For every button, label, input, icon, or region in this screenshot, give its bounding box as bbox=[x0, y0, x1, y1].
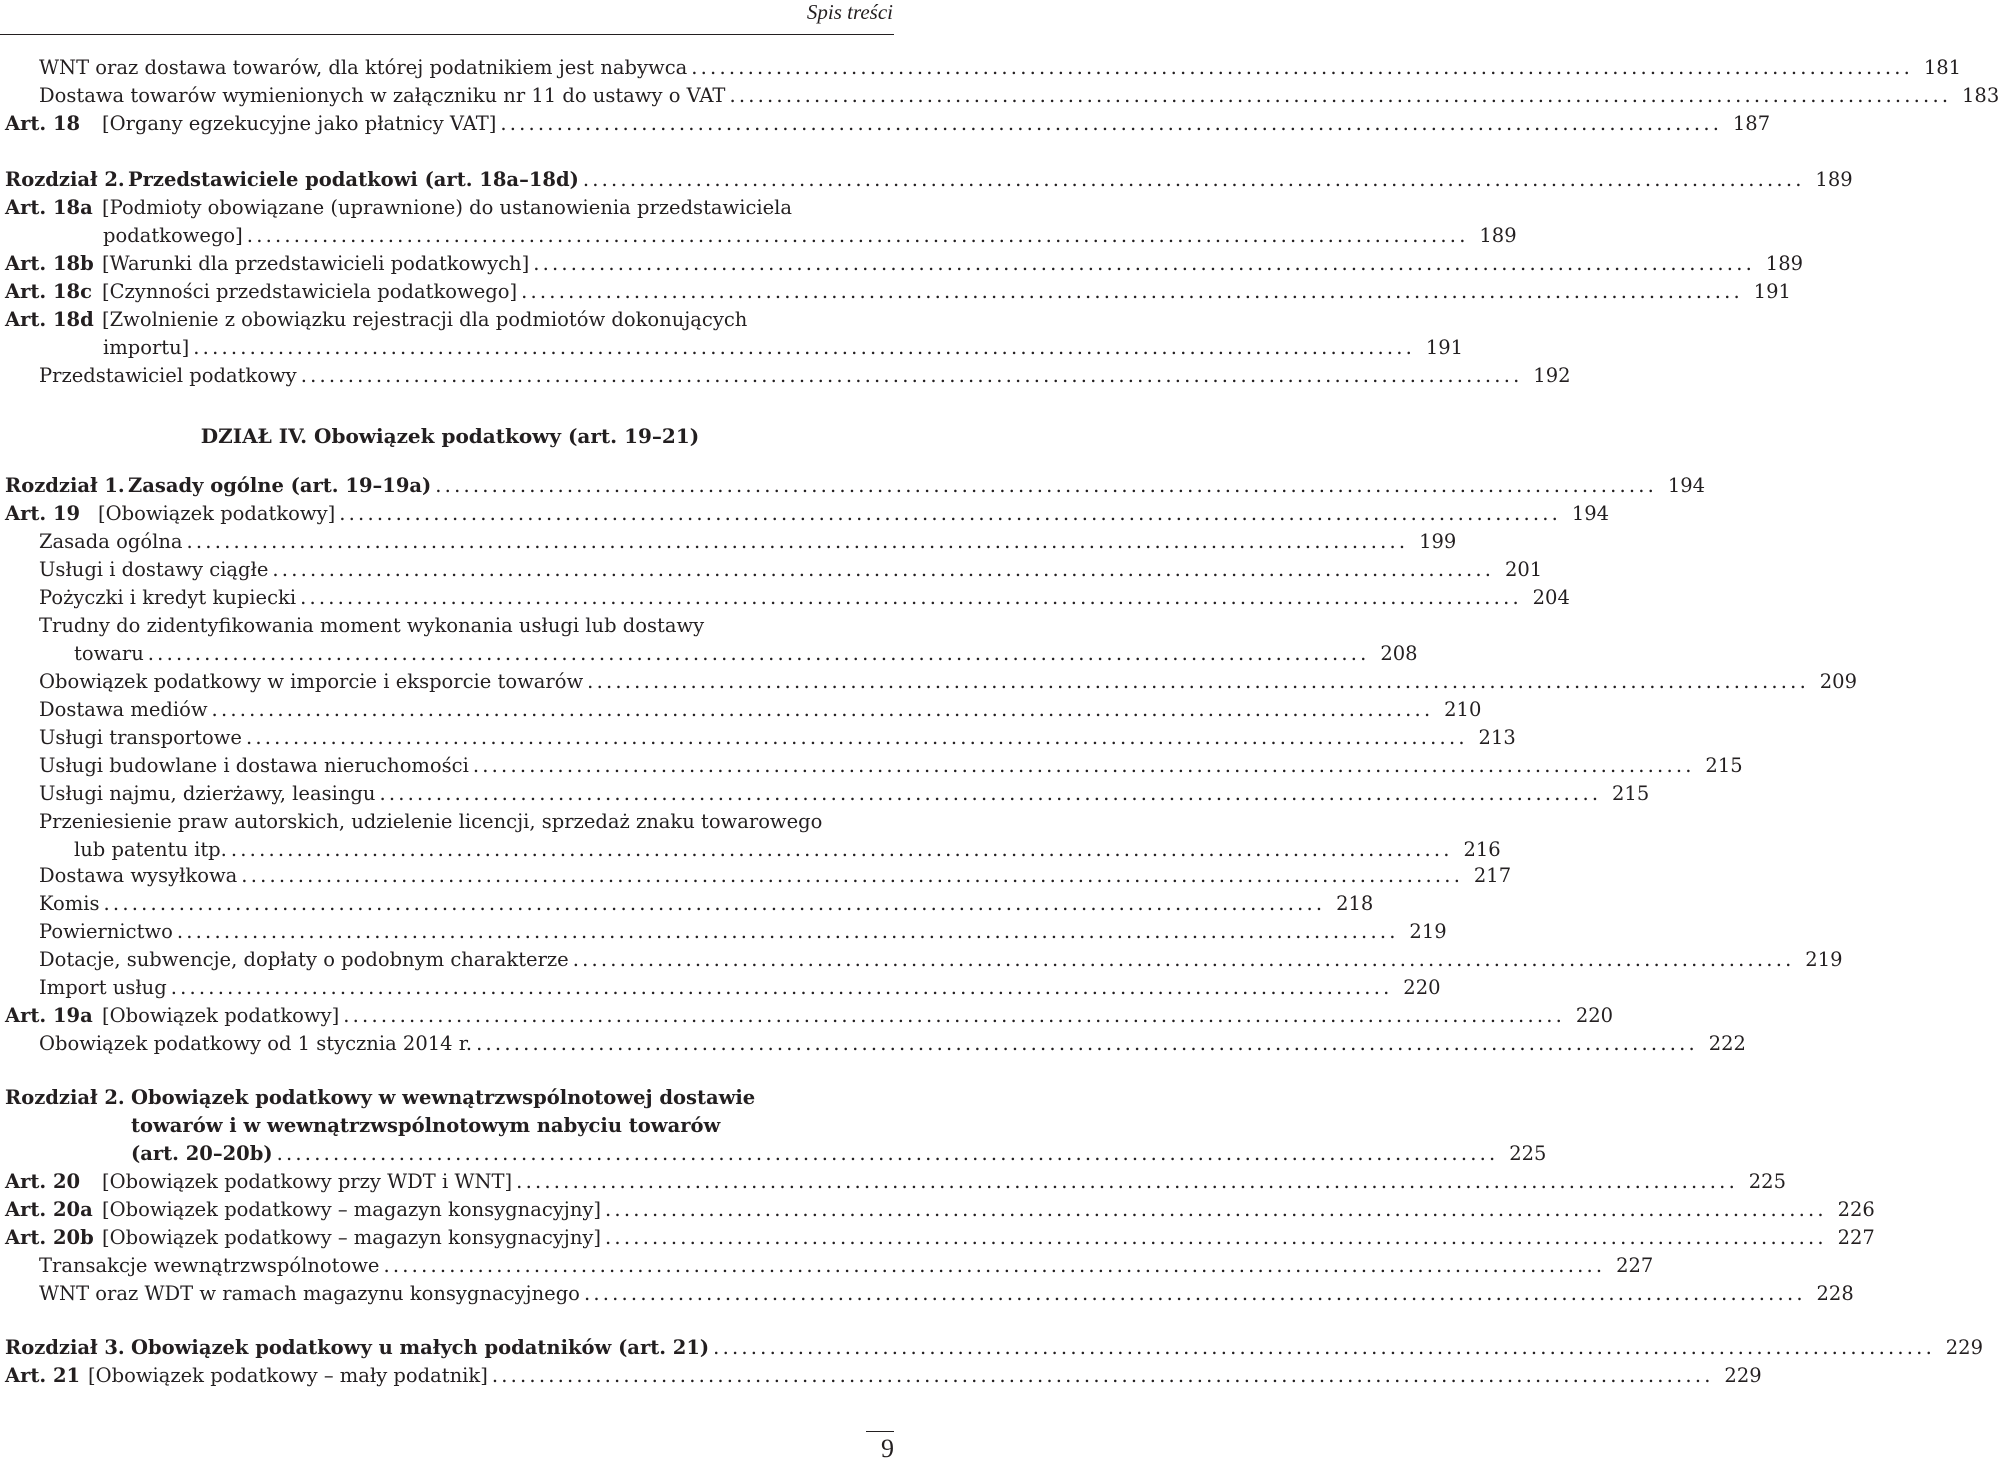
toc-entry bbox=[5, 500, 1610, 528]
toc-entry-prefix: Rozdział 2. bbox=[5, 1086, 125, 1109]
toc-entry bbox=[5, 1334, 1983, 1362]
toc-entry-title: [Czynności przedstawiciela podatkowego] bbox=[102, 280, 518, 303]
toc-entry-title: Zasady ogólne (art. 19–19a) bbox=[128, 474, 432, 497]
dot-leader: .................................................................................................................................. bbox=[103, 892, 1326, 915]
toc-entry-page: 228 bbox=[1816, 1282, 1854, 1305]
toc-entry-title: Komis bbox=[39, 892, 100, 915]
toc-entry-title: Usługi i dostawy ciągłe bbox=[39, 558, 269, 581]
toc-entry-prefix: Art. 18d bbox=[5, 308, 94, 331]
toc-entry-title: Obowiązek podatkowy w wewnątrzwspólnotowej dostawie bbox=[131, 1086, 756, 1109]
toc-entry-page: 227 bbox=[1616, 1254, 1654, 1277]
dot-leader: .................................................................................................................................. bbox=[500, 112, 1723, 135]
toc-entry-page: 215 bbox=[1612, 782, 1650, 805]
dot-leader: .................................................................................................................................. bbox=[147, 642, 1370, 665]
toc-entry-page: 181 bbox=[1923, 56, 1962, 79]
toc-entry-title: podatkowego] bbox=[103, 224, 243, 247]
dot-leader: .................................................................................................................................. bbox=[300, 586, 1522, 609]
dot-leader: .................................................................................................................................. bbox=[379, 782, 1602, 805]
toc-entry-page: 209 bbox=[1819, 670, 1857, 693]
toc-entry bbox=[39, 974, 1441, 1002]
dot-leader: .................................................................................................................................. bbox=[339, 502, 1562, 525]
toc-entry-page: 191 bbox=[1425, 336, 1464, 359]
toc-entry-page: 220 bbox=[1575, 1004, 1614, 1027]
toc-entry-prefix: Art. 19a bbox=[5, 1004, 93, 1027]
toc-entry-page: 229 bbox=[1945, 1336, 1983, 1359]
toc-entry-title: [Obowiązek podatkowy] bbox=[102, 1004, 340, 1027]
toc-entry-title: Trudny do zidentyfikowania moment wykonania usługi lub dostawy bbox=[39, 614, 705, 637]
toc-entry-page: 187 bbox=[1732, 112, 1771, 135]
dot-leader: .................................................................................................................................. bbox=[516, 1170, 1738, 1193]
toc-entry bbox=[39, 696, 1482, 724]
toc-entry-title: Dostawa mediów bbox=[39, 698, 208, 721]
toc-entry-page: 191 bbox=[1753, 280, 1791, 303]
toc-entry-prefix: Art. 18c bbox=[5, 280, 92, 303]
toc-entry-title: importu] bbox=[103, 336, 190, 359]
toc-entry-title: Obowiązek podatkowy od 1 stycznia 2014 r. bbox=[39, 1032, 473, 1055]
toc-entry-prefix: Art. 18b bbox=[5, 252, 94, 275]
toc-entry-title: Import usług bbox=[39, 976, 167, 999]
toc-entry-page: 204 bbox=[1532, 586, 1570, 609]
toc-entry bbox=[131, 1140, 1547, 1168]
toc-entry-title: [Obowiązek podatkowy – magazyn konsygnacyjny] bbox=[102, 1226, 602, 1249]
toc-entry-page: 218 bbox=[1336, 892, 1374, 915]
toc-entry bbox=[5, 194, 894, 222]
toc-entry bbox=[39, 862, 1512, 890]
toc-entry-page: 192 bbox=[1533, 364, 1571, 387]
toc-entry-page: 183 bbox=[1962, 84, 1999, 107]
toc-entry-prefix: Art. 20 bbox=[5, 1170, 81, 1193]
toc-entry bbox=[39, 1252, 1654, 1280]
toc-entry bbox=[39, 82, 1999, 110]
toc-entry-page: 213 bbox=[1478, 726, 1516, 749]
toc-entry bbox=[5, 1224, 1875, 1252]
toc-entry-title: WNT oraz WDT w ramach magazynu konsygnacyjnego bbox=[39, 1282, 580, 1305]
toc-entry-page: 201 bbox=[1504, 558, 1543, 581]
toc-entry-page: 227 bbox=[1837, 1226, 1875, 1249]
toc-entry-prefix: Art. 19 bbox=[5, 502, 81, 525]
toc-entry bbox=[5, 166, 1853, 194]
toc-entry bbox=[39, 946, 1843, 974]
toc-entry-title: towaru bbox=[74, 642, 144, 665]
toc-entry-prefix: Rozdział 3. bbox=[5, 1336, 125, 1359]
dot-leader: .................................................................................................................................. bbox=[691, 56, 1914, 79]
toc-entry bbox=[39, 528, 1457, 556]
toc-entry-title: Dostawa wysyłkowa bbox=[39, 864, 238, 887]
toc-entry-title: Usługi najmu, dzierżawy, leasingu bbox=[39, 782, 376, 805]
toc-entry-title: Zasada ogólna bbox=[39, 530, 183, 553]
toc-entry-page: 225 bbox=[1509, 1142, 1547, 1165]
toc-entry-page: 216 bbox=[1463, 838, 1501, 861]
toc-entry-title: Usługi transportowe bbox=[39, 726, 242, 749]
toc-entry bbox=[5, 250, 1804, 278]
toc-entry bbox=[131, 1112, 894, 1140]
toc-entry-title: Obowiązek podatkowy w imporcie i eksporcie towarów bbox=[39, 670, 584, 693]
dot-leader: .................................................................................................................................. bbox=[276, 1142, 1499, 1165]
toc-entry-page: 217 bbox=[1473, 864, 1512, 887]
toc-entry-prefix: Rozdział 2. bbox=[5, 168, 125, 191]
toc-entry-title: Przeniesienie praw autorskich, udzielenie licencji, sprzedaż znaku towarowego bbox=[39, 810, 823, 833]
toc-entry bbox=[39, 752, 1743, 780]
section-title: DZIAŁ IV. Obowiązek podatkowy (art. 19–21) bbox=[200, 424, 700, 448]
toc-entry bbox=[5, 1168, 1786, 1196]
toc-entry-page: 189 bbox=[1815, 168, 1853, 191]
dot-leader: .................................................................................................................................. bbox=[605, 1226, 1827, 1249]
toc-entry bbox=[5, 1084, 894, 1112]
toc-entry-page: 222 bbox=[1708, 1032, 1746, 1055]
dot-leader: .................................................................................................................................. bbox=[472, 754, 1695, 777]
toc-entry-page: 194 bbox=[1667, 474, 1706, 497]
toc-entry-title: [Warunki dla przedstawicieli podatkowych] bbox=[102, 252, 530, 275]
toc-entry-title: [Obowiązek podatkowy przy WDT i WNT] bbox=[102, 1170, 513, 1193]
toc-entry bbox=[39, 1280, 1854, 1308]
toc-entry bbox=[39, 780, 1650, 808]
toc-entry-title: (art. 20–20b) bbox=[131, 1142, 273, 1165]
toc-entry-page: 229 bbox=[1724, 1364, 1762, 1387]
toc-entry bbox=[39, 918, 1447, 946]
toc-entry-title: [Zwolnienie z obowiązku rejestracji dla podmiotów dokonujących bbox=[102, 308, 748, 331]
toc-entry-prefix: Art. 21 bbox=[5, 1364, 81, 1387]
toc-entry bbox=[39, 556, 1543, 584]
toc-entry-prefix: Rozdział 1. bbox=[5, 474, 125, 497]
toc-entry bbox=[5, 472, 1706, 500]
toc-entry-title: [Podmioty obowiązane (uprawnione) do ustanowienia przedstawiciela bbox=[102, 196, 793, 219]
toc-entry-title: Usługi budowlane i dostawa nieruchomości bbox=[39, 754, 469, 777]
toc-entry bbox=[39, 362, 1571, 390]
toc-entry bbox=[5, 1196, 1875, 1224]
toc-entry-title: Przedstawiciele podatkowi (art. 18a–18d) bbox=[128, 168, 579, 191]
toc-entry bbox=[39, 808, 894, 836]
dot-leader: .................................................................................................................................. bbox=[582, 168, 1805, 191]
dot-leader: .................................................................................................................................. bbox=[211, 698, 1434, 721]
toc-entry bbox=[74, 836, 1501, 864]
dot-leader: .................................................................................................................................. bbox=[533, 252, 1756, 275]
toc-entry-prefix: Art. 18 bbox=[5, 112, 81, 135]
toc-entry-page: 226 bbox=[1837, 1198, 1875, 1221]
dot-leader: .................................................................................................................................. bbox=[272, 558, 1495, 581]
toc-entry bbox=[5, 278, 1791, 306]
toc-entry-title: WNT oraz dostawa towarów, dla której podatnikiem jest nabywca bbox=[39, 56, 688, 79]
toc-entry bbox=[39, 1030, 1746, 1058]
page-number: 9 bbox=[881, 1434, 894, 1463]
toc-entry bbox=[39, 54, 1962, 82]
dot-leader: .................................................................................................................................. bbox=[170, 976, 1393, 999]
dot-leader: .................................................................................................................................. bbox=[186, 530, 1409, 553]
toc-entry bbox=[39, 612, 894, 640]
dot-leader: .................................................................................................................................. bbox=[572, 948, 1795, 971]
toc-entry bbox=[39, 584, 1570, 612]
toc-entry-title: [Obowiązek podatkowy] bbox=[98, 502, 336, 525]
toc-entry bbox=[5, 306, 894, 334]
toc-entry bbox=[5, 110, 1771, 138]
toc-entry-title: Dostawa towarów wymienionych w załączniku nr 11 do ustawy o VAT bbox=[39, 84, 726, 107]
toc-entry-title: [Obowiązek podatkowy – mały podatnik] bbox=[88, 1364, 488, 1387]
toc-entry-title: lub patentu itp. bbox=[74, 838, 227, 861]
toc-entry-page: 189 bbox=[1765, 252, 1804, 275]
footer-rule bbox=[866, 1431, 894, 1432]
toc-entry bbox=[103, 334, 1464, 362]
toc-entry-title: Dotacje, subwencje, dopłaty o podobnym charakterze bbox=[39, 948, 569, 971]
dot-leader: .................................................................................................................................. bbox=[435, 474, 1658, 497]
toc-entry-title: Przedstawiciel podatkowy bbox=[39, 364, 297, 387]
toc-entry-page: 210 bbox=[1444, 698, 1482, 721]
toc-entry-page: 225 bbox=[1748, 1170, 1786, 1193]
toc-entry-title: [Obowiązek podatkowy – magazyn konsygnacyjny] bbox=[102, 1198, 602, 1221]
toc-entry-page: 220 bbox=[1403, 976, 1441, 999]
dot-leader: .................................................................................................................................. bbox=[300, 364, 1523, 387]
toc-entry-page: 215 bbox=[1705, 754, 1743, 777]
dot-leader: .................................................................................................................................. bbox=[245, 726, 1468, 749]
dot-leader: .................................................................................................................................. bbox=[383, 1254, 1606, 1277]
dot-leader: .................................................................................................................................. bbox=[193, 336, 1416, 359]
toc-entry-title: Obowiązek podatkowy u małych podatników (art. 21) bbox=[131, 1336, 710, 1359]
toc-entry-prefix: Art. 20b bbox=[5, 1226, 94, 1249]
toc-entry-title: Pożyczki i kredyt kupiecki bbox=[39, 586, 297, 609]
toc-entry bbox=[39, 724, 1516, 752]
dot-leader: .................................................................................................................................. bbox=[230, 838, 1453, 861]
dot-leader: .................................................................................................................................. bbox=[605, 1198, 1827, 1221]
running-header: Spis treści bbox=[806, 0, 893, 24]
toc-entry-page: 194 bbox=[1571, 502, 1610, 525]
dot-leader: .................................................................................................................................. bbox=[713, 1336, 1935, 1359]
toc-entry-page: 219 bbox=[1805, 948, 1843, 971]
toc-entry bbox=[39, 668, 1857, 696]
dot-leader: .................................................................................................................................. bbox=[246, 224, 1469, 247]
toc-entry-title: towarów i w wewnątrzwspólnotowym nabyciu towarów bbox=[131, 1114, 721, 1137]
dot-leader: .................................................................................................................................. bbox=[521, 280, 1743, 303]
toc-entry-page: 208 bbox=[1380, 642, 1418, 665]
toc-entry-title: Powiernictwo bbox=[39, 920, 173, 943]
toc-entry-page: 189 bbox=[1479, 224, 1517, 247]
toc-entry bbox=[103, 222, 1517, 250]
dot-leader: .................................................................................................................................. bbox=[587, 670, 1809, 693]
dot-leader: .................................................................................................................................. bbox=[241, 864, 1464, 887]
toc-entry-page: 219 bbox=[1409, 920, 1447, 943]
dot-leader: .................................................................................................................................. bbox=[729, 84, 1952, 107]
dot-leader: .................................................................................................................................. bbox=[476, 1032, 1698, 1055]
toc-entry bbox=[5, 1002, 1614, 1030]
toc-entry bbox=[39, 890, 1374, 918]
toc-entry-prefix: Art. 18a bbox=[5, 196, 93, 219]
toc-entry-prefix: Art. 20a bbox=[5, 1198, 93, 1221]
toc-entry-page: 199 bbox=[1419, 530, 1457, 553]
dot-leader: .................................................................................................................................. bbox=[176, 920, 1399, 943]
dot-leader: .................................................................................................................................. bbox=[583, 1282, 1806, 1305]
dot-leader: .................................................................................................................................. bbox=[343, 1004, 1566, 1027]
dot-leader: .................................................................................................................................. bbox=[491, 1364, 1714, 1387]
toc-entry-title: Transakcje wewnątrzwspólnotowe bbox=[39, 1254, 380, 1277]
toc-entry bbox=[5, 1362, 1762, 1390]
toc-entry bbox=[74, 640, 1418, 668]
toc-entry-title: [Organy egzekucyjne jako płatnicy VAT] bbox=[102, 112, 497, 135]
